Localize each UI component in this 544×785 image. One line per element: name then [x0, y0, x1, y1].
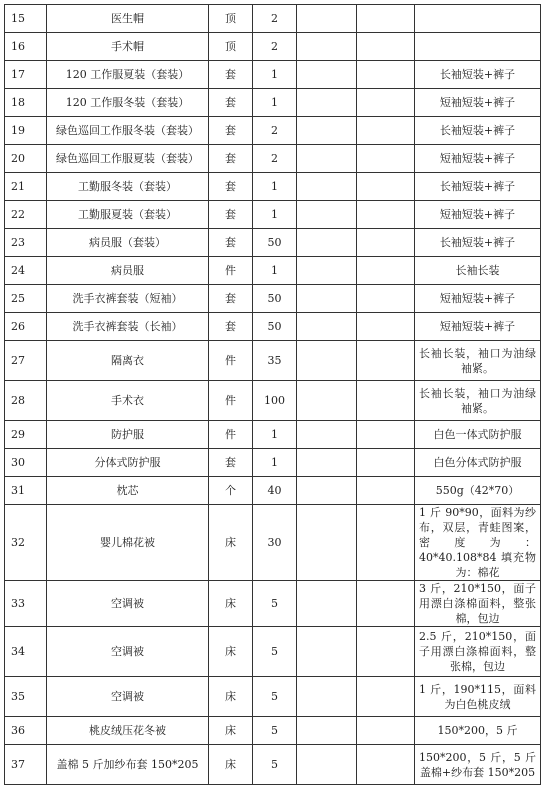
empty-cell — [297, 477, 357, 505]
quantity: 2 — [253, 5, 297, 33]
table-row — [5, 505, 541, 581]
row-number: 32 — [5, 505, 47, 581]
row-number: 20 — [5, 145, 47, 173]
row-number: 17 — [5, 61, 47, 89]
table-row — [5, 421, 541, 449]
item-name: 防护服 — [47, 421, 209, 449]
quantity: 1 — [253, 257, 297, 285]
empty-cell — [297, 173, 357, 201]
unit: 顶 — [209, 33, 253, 61]
item-name: 病员服 — [47, 257, 209, 285]
table-row — [5, 677, 541, 717]
spec-note: 短袖短装+裤子 — [415, 313, 541, 341]
quantity: 35 — [253, 341, 297, 381]
empty-cell — [357, 381, 415, 421]
row-number: 36 — [5, 717, 47, 745]
spec-note: 短袖短装+裤子 — [415, 285, 541, 313]
unit: 件 — [209, 341, 253, 381]
table-row — [5, 5, 541, 33]
empty-cell — [297, 89, 357, 117]
row-number: 35 — [5, 677, 47, 717]
item-name: 病员服（套装） — [47, 229, 209, 257]
empty-cell — [357, 717, 415, 745]
item-name: 洗手衣裤套装（长袖） — [47, 313, 209, 341]
quantity: 30 — [253, 505, 297, 581]
row-number: 19 — [5, 117, 47, 145]
item-name: 绿色巡回工作服夏装（套装） — [47, 145, 209, 173]
table-row — [5, 173, 541, 201]
item-name: 绿色巡回工作服冬装（套装） — [47, 117, 209, 145]
row-number: 25 — [5, 285, 47, 313]
spec-note: 长袖短装+裤子 — [415, 229, 541, 257]
empty-cell — [357, 201, 415, 229]
spec-note — [415, 33, 541, 61]
quantity: 1 — [253, 61, 297, 89]
spec-note: 550g（42*70） — [415, 477, 541, 505]
empty-cell — [297, 449, 357, 477]
quantity: 50 — [253, 229, 297, 257]
item-name: 枕芯 — [47, 477, 209, 505]
empty-cell — [357, 581, 415, 627]
empty-cell — [357, 477, 415, 505]
table-row — [5, 477, 541, 505]
unit: 床 — [209, 505, 253, 581]
row-number: 15 — [5, 5, 47, 33]
unit: 件 — [209, 257, 253, 285]
item-name: 空调被 — [47, 627, 209, 677]
quantity: 1 — [253, 449, 297, 477]
empty-cell — [357, 285, 415, 313]
row-number: 22 — [5, 201, 47, 229]
row-number: 27 — [5, 341, 47, 381]
item-name: 婴儿棉花被 — [47, 505, 209, 581]
spec-note: 白色一体式防护服 — [415, 421, 541, 449]
table-row — [5, 117, 541, 145]
quantity: 1 — [253, 201, 297, 229]
spec-note: 白色分体式防护服 — [415, 449, 541, 477]
unit: 床 — [209, 581, 253, 627]
table-row — [5, 341, 541, 381]
unit: 床 — [209, 627, 253, 677]
spec-note: 短袖短装+裤子 — [415, 89, 541, 117]
unit: 套 — [209, 285, 253, 313]
item-name: 手术帽 — [47, 33, 209, 61]
spec-note: 2.5 斤，210*150，面子用漂白涤棉面料，整张棉，包边 — [415, 627, 541, 677]
spec-note — [415, 5, 541, 33]
empty-cell — [357, 421, 415, 449]
spec-note: 1 斤 90*90，面料为纱布，双层，青蛙图案，密度为：40*40.108*84 填充物为：棉花 — [415, 505, 541, 581]
unit: 套 — [209, 173, 253, 201]
spec-note: 150*200，5 斤 — [415, 717, 541, 745]
table-row — [5, 201, 541, 229]
quantity: 1 — [253, 421, 297, 449]
empty-cell — [297, 257, 357, 285]
spec-note: 短袖短装+裤子 — [415, 201, 541, 229]
table-row — [5, 745, 541, 785]
table-body — [5, 5, 541, 785]
empty-cell — [297, 201, 357, 229]
row-number: 21 — [5, 173, 47, 201]
empty-cell — [357, 627, 415, 677]
spec-note: 1 斤，190*115，面料为白色桃皮绒 — [415, 677, 541, 717]
quantity: 5 — [253, 677, 297, 717]
unit: 床 — [209, 745, 253, 785]
empty-cell — [357, 145, 415, 173]
row-number: 31 — [5, 477, 47, 505]
quantity: 50 — [253, 285, 297, 313]
empty-cell — [357, 677, 415, 717]
empty-cell — [297, 313, 357, 341]
item-name: 120 工作服夏装（套装） — [47, 61, 209, 89]
row-number: 26 — [5, 313, 47, 341]
spec-note: 长袖短装+裤子 — [415, 173, 541, 201]
item-name: 120 工作服冬装（套装） — [47, 89, 209, 117]
empty-cell — [297, 677, 357, 717]
empty-cell — [297, 341, 357, 381]
empty-cell — [357, 449, 415, 477]
unit: 套 — [209, 117, 253, 145]
table-row — [5, 61, 541, 89]
empty-cell — [297, 421, 357, 449]
quantity: 100 — [253, 381, 297, 421]
empty-cell — [357, 61, 415, 89]
empty-cell — [297, 33, 357, 61]
spec-note: 长袖长装，袖口为油绿袖紧。 — [415, 381, 541, 421]
unit: 套 — [209, 313, 253, 341]
row-number: 28 — [5, 381, 47, 421]
empty-cell — [297, 717, 357, 745]
quantity: 5 — [253, 745, 297, 785]
empty-cell — [357, 5, 415, 33]
empty-cell — [357, 505, 415, 581]
item-name: 空调被 — [47, 581, 209, 627]
empty-cell — [297, 145, 357, 173]
unit: 套 — [209, 449, 253, 477]
item-name: 医生帽 — [47, 5, 209, 33]
empty-cell — [357, 173, 415, 201]
row-number: 16 — [5, 33, 47, 61]
spec-note: 长袖短装+裤子 — [415, 117, 541, 145]
table-row — [5, 33, 541, 61]
quantity: 1 — [253, 173, 297, 201]
quantity: 2 — [253, 145, 297, 173]
empty-cell — [357, 33, 415, 61]
quantity: 2 — [253, 117, 297, 145]
empty-cell — [357, 745, 415, 785]
empty-cell — [297, 61, 357, 89]
quantity: 2 — [253, 33, 297, 61]
empty-cell — [297, 745, 357, 785]
empty-cell — [357, 257, 415, 285]
table-row — [5, 313, 541, 341]
spec-note: 长袖短装+裤子 — [415, 61, 541, 89]
empty-cell — [357, 229, 415, 257]
table-row — [5, 89, 541, 117]
spec-note: 长袖长装 — [415, 257, 541, 285]
table-row — [5, 627, 541, 677]
spec-note: 短袖短装+裤子 — [415, 145, 541, 173]
row-number: 24 — [5, 257, 47, 285]
unit: 套 — [209, 229, 253, 257]
quantity: 1 — [253, 89, 297, 117]
quantity: 5 — [253, 717, 297, 745]
empty-cell — [357, 89, 415, 117]
empty-cell — [357, 341, 415, 381]
row-number: 30 — [5, 449, 47, 477]
unit: 床 — [209, 717, 253, 745]
row-number: 37 — [5, 745, 47, 785]
unit: 床 — [209, 677, 253, 717]
item-name: 工勤服冬装（套装） — [47, 173, 209, 201]
item-name: 隔离衣 — [47, 341, 209, 381]
item-name: 空调被 — [47, 677, 209, 717]
table-row — [5, 581, 541, 627]
empty-cell — [357, 313, 415, 341]
item-name: 桃皮绒压花冬被 — [47, 717, 209, 745]
quantity: 5 — [253, 627, 297, 677]
unit: 套 — [209, 89, 253, 117]
empty-cell — [297, 627, 357, 677]
unit: 套 — [209, 145, 253, 173]
quantity: 50 — [253, 313, 297, 341]
table-row — [5, 717, 541, 745]
spec-note: 150*200，5 斤，5 斤盖棉+纱布套 150*205 — [415, 745, 541, 785]
table-row — [5, 229, 541, 257]
empty-cell — [297, 581, 357, 627]
unit: 套 — [209, 61, 253, 89]
row-number: 33 — [5, 581, 47, 627]
item-table — [4, 4, 541, 785]
empty-cell — [297, 505, 357, 581]
unit: 套 — [209, 201, 253, 229]
item-name: 盖棉 5 斤加纱布套 150*205 — [47, 745, 209, 785]
table-row — [5, 257, 541, 285]
item-name: 分体式防护服 — [47, 449, 209, 477]
unit: 件 — [209, 421, 253, 449]
empty-cell — [297, 5, 357, 33]
spec-note: 3 斤，210*150，面子用漂白涤棉面料，整张棉，包边 — [415, 581, 541, 627]
empty-cell — [297, 381, 357, 421]
unit: 个 — [209, 477, 253, 505]
quantity: 5 — [253, 581, 297, 627]
row-number: 34 — [5, 627, 47, 677]
unit: 顶 — [209, 5, 253, 33]
table-row — [5, 285, 541, 313]
table-row — [5, 449, 541, 477]
table-row — [5, 145, 541, 173]
empty-cell — [297, 117, 357, 145]
item-name: 工勤服夏装（套装） — [47, 201, 209, 229]
table-row — [5, 381, 541, 421]
row-number: 18 — [5, 89, 47, 117]
item-name: 手术衣 — [47, 381, 209, 421]
item-name: 洗手衣裤套装（短袖） — [47, 285, 209, 313]
spec-note: 长袖长装，袖口为油绿袖紧。 — [415, 341, 541, 381]
empty-cell — [357, 117, 415, 145]
empty-cell — [297, 285, 357, 313]
empty-cell — [297, 229, 357, 257]
row-number: 29 — [5, 421, 47, 449]
quantity: 40 — [253, 477, 297, 505]
unit: 件 — [209, 381, 253, 421]
row-number: 23 — [5, 229, 47, 257]
